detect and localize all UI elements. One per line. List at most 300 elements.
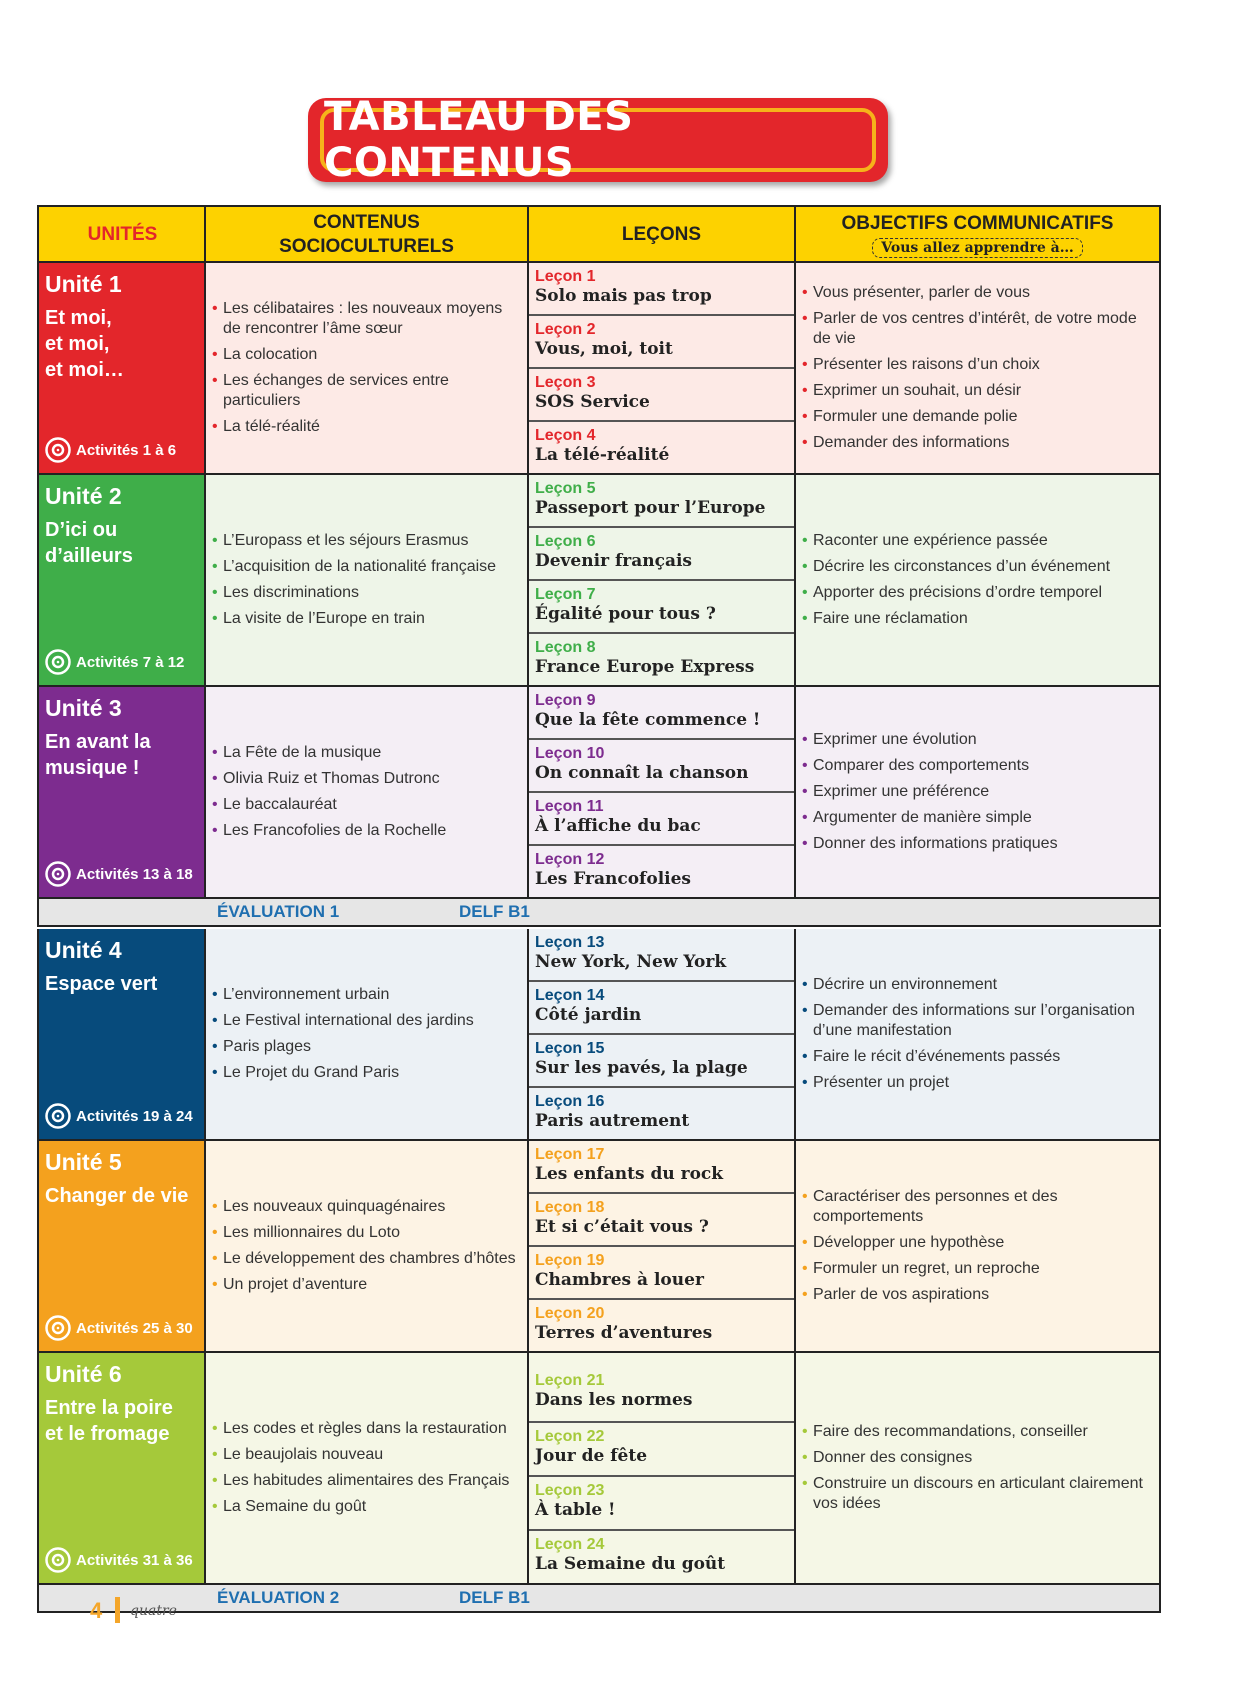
objectives-cell — [796, 475, 1159, 685]
lesson-name: Passeport pour l’Europe — [535, 498, 766, 518]
divider — [527, 929, 529, 1141]
evaluation-row — [37, 1585, 1161, 1613]
header-contents: CONTENUS SOCIOCULTURELS — [279, 212, 454, 257]
objective-text: Faire une réclamation — [813, 610, 968, 627]
bullet-icon: • — [212, 300, 218, 317]
bullet-icon: • — [212, 558, 218, 575]
bullet-icon: • — [802, 284, 808, 301]
lesson-item[interactable] — [529, 1531, 794, 1585]
objective-text: Parler de vos centres d’intérêt, de votre mode de vie — [813, 310, 1137, 347]
unit-activities[interactable] — [45, 649, 184, 675]
content-item — [212, 299, 523, 339]
unit-name: Unité 3 — [45, 695, 122, 721]
bullet-icon: • — [802, 558, 808, 575]
bullet-icon: • — [802, 1188, 808, 1205]
lesson-name: SOS Service — [535, 392, 650, 412]
lesson-number: Leçon 20 — [535, 1305, 605, 1322]
lesson-item[interactable] — [529, 846, 794, 899]
content-text: L’acquisition de la nationalité française — [223, 558, 497, 575]
content-item — [212, 1249, 523, 1269]
lesson-item[interactable] — [529, 634, 794, 687]
lesson-name: Sur les pavés, la plage — [535, 1058, 748, 1078]
content-text: Les habitudes alimentaires des Français — [223, 1472, 510, 1489]
bullet-icon: • — [802, 976, 808, 993]
content-item — [212, 1445, 523, 1465]
lesson-item[interactable] — [529, 1141, 794, 1194]
objective-text: Vous présenter, parler de vous — [813, 284, 1031, 301]
content-text: Le beaujolais nouveau — [223, 1446, 384, 1463]
evaluation-row — [37, 899, 1161, 927]
bullet-icon: • — [212, 1276, 218, 1293]
bullet-icon: • — [802, 1074, 808, 1091]
unit-cell — [39, 687, 206, 897]
objective-text: Construire un discours en articulant clairement vos idées — [813, 1475, 1143, 1512]
bullet-icon: • — [802, 382, 808, 399]
activities-label: Activités 13 à 18 — [76, 865, 193, 883]
objective-text: Apporter des précisions d’ordre temporel — [813, 584, 1103, 601]
activities-label: Activités 25 à 30 — [76, 1319, 193, 1337]
content-text: Le Projet du Grand Paris — [223, 1064, 400, 1081]
objectives-cell — [796, 1141, 1159, 1351]
objectives-cell — [796, 929, 1159, 1139]
content-item — [212, 1011, 523, 1031]
bullet-icon: • — [212, 1250, 218, 1267]
unit-activities[interactable] — [45, 861, 193, 887]
lesson-name: Vous, moi, toit — [535, 339, 673, 359]
bullet-icon: • — [802, 1475, 808, 1492]
unit-row — [37, 1353, 1161, 1585]
divider — [204, 687, 206, 899]
lessons-cell — [529, 1141, 794, 1351]
lesson-name: On connaît la chanson — [535, 763, 749, 783]
lesson-name: À l’affiche du bac — [535, 816, 701, 836]
content-item — [212, 1471, 523, 1491]
cd-icon — [45, 861, 71, 887]
unit-name: Unité 4 — [45, 937, 122, 963]
lessons-cell — [529, 263, 794, 473]
lesson-number: Leçon 13 — [535, 934, 605, 951]
lesson-number: Leçon 5 — [535, 480, 596, 497]
lesson-number: Leçon 1 — [535, 268, 596, 285]
divider — [204, 1141, 206, 1353]
unit-title: Changer de vie — [45, 1185, 189, 1207]
content-item — [212, 743, 523, 763]
divider — [527, 687, 529, 899]
unit-activities[interactable] — [45, 437, 176, 463]
objective-text: Présenter les raisons d’un choix — [813, 356, 1040, 373]
bullet-icon: • — [802, 731, 808, 748]
unit-row — [37, 1141, 1161, 1353]
objective-text: Présenter un projet — [813, 1074, 950, 1091]
lesson-number: Leçon 14 — [535, 987, 605, 1004]
objective-item — [802, 1259, 1155, 1279]
delf-label[interactable]: DELF B1 — [459, 1588, 530, 1607]
bullet-icon: • — [212, 1446, 218, 1463]
unit-cell — [39, 475, 206, 685]
lesson-item[interactable] — [529, 1353, 794, 1423]
objectives-cell — [796, 263, 1159, 473]
lesson-name: Égalité pour tous ? — [535, 604, 716, 624]
bullet-icon: • — [212, 1198, 218, 1215]
content-text: Les codes et règles dans la restauration — [223, 1420, 507, 1437]
divider — [527, 1141, 529, 1353]
bullet-icon: • — [802, 1002, 808, 1019]
lesson-name: À table ! — [535, 1500, 616, 1520]
content-text: La Fête de la musique — [223, 744, 382, 761]
lessons-cell — [529, 1353, 794, 1583]
objective-text: Décrire les circonstances d’un événement — [813, 558, 1111, 575]
bullet-icon: • — [802, 1286, 808, 1303]
objective-item — [802, 1073, 1155, 1093]
objective-text: Donner des informations pratiques — [813, 835, 1058, 852]
lesson-number: Leçon 10 — [535, 745, 605, 762]
divider — [527, 1353, 529, 1585]
objective-item — [802, 557, 1155, 577]
contents-cell — [206, 475, 527, 685]
contents-cell — [206, 687, 527, 897]
unit-activities[interactable] — [45, 1547, 193, 1573]
content-text: La télé-réalité — [223, 418, 320, 435]
bullet-icon: • — [802, 1048, 808, 1065]
unit-cell — [39, 929, 206, 1139]
lesson-number: Leçon 12 — [535, 851, 605, 868]
unit-title: D’ici ou d’ailleurs — [45, 519, 133, 567]
content-text: Les discriminations — [223, 584, 360, 601]
bullet-icon: • — [802, 1260, 808, 1277]
bullet-icon: • — [212, 770, 218, 787]
cd-icon — [45, 1315, 71, 1341]
content-item — [212, 985, 523, 1005]
content-text: La Semaine du goût — [223, 1498, 367, 1515]
bullet-icon: • — [212, 418, 218, 435]
lesson-item[interactable] — [529, 1477, 794, 1531]
lesson-number: Leçon 19 — [535, 1252, 605, 1269]
content-item — [212, 417, 523, 437]
title-banner — [308, 94, 888, 186]
lesson-name: Côté jardin — [535, 1005, 642, 1025]
lesson-name: Devenir français — [535, 551, 692, 571]
cd-icon — [45, 649, 71, 675]
cd-icon — [45, 437, 71, 463]
divider — [794, 687, 796, 899]
objective-item — [802, 808, 1155, 828]
objective-item — [802, 433, 1155, 453]
bullet-icon: • — [802, 1234, 808, 1251]
bullet-icon: • — [212, 1224, 218, 1241]
objective-text: Raconter une expérience passée — [813, 532, 1048, 549]
lesson-name: Chambres à louer — [535, 1270, 704, 1290]
content-text: L’environnement urbain — [223, 986, 390, 1003]
objective-text: Formuler une demande polie — [813, 408, 1018, 425]
objective-item — [802, 730, 1155, 750]
lesson-number: Leçon 15 — [535, 1040, 605, 1057]
bullet-icon: • — [802, 757, 808, 774]
lesson-number: Leçon 6 — [535, 533, 596, 550]
bullet-icon: • — [802, 532, 808, 549]
content-text: Le Festival international des jardins — [223, 1012, 474, 1029]
content-text: Les nouveaux quinquagénaires — [223, 1198, 446, 1215]
objective-text: Caractériser des personnes et des comportements — [813, 1188, 1058, 1225]
divider — [527, 475, 529, 687]
lessons-cell — [529, 475, 794, 685]
objective-text: Faire le récit d’événements passés — [813, 1048, 1061, 1065]
content-text: Les célibataires : les nouveaux moyens de rencontrer l’âme sœur — [223, 300, 503, 337]
lesson-item[interactable] — [529, 982, 794, 1035]
objective-text: Faire des recommandations, conseiller — [813, 1423, 1088, 1440]
bullet-icon: • — [212, 1012, 218, 1029]
bullet-icon: • — [212, 584, 218, 601]
unit-row — [37, 929, 1161, 1141]
objective-item — [802, 407, 1155, 427]
lesson-number: Leçon 21 — [535, 1372, 605, 1389]
bullet-icon: • — [212, 610, 218, 627]
objective-item — [802, 531, 1155, 551]
bullet-icon: • — [802, 310, 808, 327]
objective-text: Exprimer une préférence — [813, 783, 990, 800]
divider — [794, 207, 796, 263]
objective-text: Demander des informations — [813, 434, 1010, 451]
bullet-icon: • — [212, 346, 218, 363]
header-objectives-title: OBJECTIFS COMMUNICATIFS — [841, 213, 1114, 234]
objective-item — [802, 381, 1155, 401]
content-item — [212, 1419, 523, 1439]
lesson-number: Leçon 22 — [535, 1428, 605, 1445]
content-text: Un projet d’aventure — [223, 1276, 368, 1293]
content-text: Les échanges de services entre particuliers — [223, 372, 449, 409]
lesson-item[interactable] — [529, 581, 794, 634]
content-text: La colocation — [223, 346, 318, 363]
bullet-icon: • — [802, 584, 808, 601]
objective-item — [802, 756, 1155, 776]
lessons-cell — [529, 687, 794, 897]
bullet-icon: • — [212, 822, 218, 839]
lesson-item[interactable] — [529, 422, 794, 475]
objective-item — [802, 1187, 1155, 1227]
activities-label: Activités 1 à 6 — [76, 441, 177, 459]
bullet-icon: • — [212, 986, 218, 1003]
objective-item — [802, 355, 1155, 375]
evaluation-label[interactable]: ÉVALUATION 1 — [217, 902, 340, 921]
content-item — [212, 345, 523, 365]
lesson-item[interactable] — [529, 1247, 794, 1300]
content-text: Le développement des chambres d’hôtes — [223, 1250, 516, 1267]
bullet-icon: • — [212, 1420, 218, 1437]
lesson-item[interactable] — [529, 740, 794, 793]
content-item — [212, 1275, 523, 1295]
content-item — [212, 1063, 523, 1083]
bullet-icon: • — [802, 1449, 808, 1466]
objectives-cell — [796, 687, 1159, 897]
objective-text: Parler de vos aspirations — [813, 1286, 990, 1303]
lesson-number: Leçon 7 — [535, 586, 596, 603]
unit-row — [37, 475, 1161, 687]
lesson-number: Leçon 2 — [535, 321, 596, 338]
contents-cell — [206, 263, 527, 473]
lesson-name: Dans les normes — [535, 1390, 693, 1410]
divider — [794, 263, 796, 475]
content-item — [212, 1223, 523, 1243]
header-lessons: LEÇONS — [621, 224, 702, 245]
lesson-number: Leçon 24 — [535, 1536, 605, 1553]
content-text: L’Europass et les séjours Erasmus — [223, 532, 469, 549]
unit-name: Unité 2 — [45, 483, 122, 509]
lesson-number: Leçon 23 — [535, 1482, 605, 1499]
objective-item — [802, 1285, 1155, 1305]
lesson-item[interactable] — [529, 793, 794, 846]
divider — [527, 263, 529, 475]
content-text: Les Francofolies de la Rochelle — [223, 822, 447, 839]
objective-item — [802, 1474, 1155, 1514]
activities-label: Activités 31 à 36 — [76, 1551, 193, 1569]
objective-text: Décrire un environnement — [813, 976, 998, 993]
unit-row — [37, 687, 1161, 899]
contents-cell — [206, 1353, 527, 1583]
divider — [204, 207, 206, 263]
bullet-icon: • — [802, 356, 808, 373]
objective-item — [802, 1233, 1155, 1253]
bullet-icon: • — [212, 372, 218, 389]
unit-title: En avant la musique ! — [45, 731, 151, 779]
bullet-icon: • — [802, 1423, 808, 1440]
content-item — [212, 609, 523, 629]
unit-title: Espace vert — [45, 973, 158, 995]
bullet-icon: • — [802, 835, 808, 852]
bullet-icon: • — [212, 1038, 218, 1055]
page-number: 4 — [90, 1598, 103, 1623]
lesson-item[interactable] — [529, 1194, 794, 1247]
lesson-item[interactable] — [529, 263, 794, 316]
bullet-icon: • — [212, 796, 218, 813]
objective-item — [802, 975, 1155, 995]
objective-item — [802, 1047, 1155, 1067]
objective-text: Demander des informations sur l’organisation d’une manifestation — [813, 1002, 1135, 1039]
lesson-item[interactable] — [529, 369, 794, 422]
divider — [204, 263, 206, 475]
lesson-name: Jour de fête — [535, 1446, 648, 1466]
content-text: Olivia Ruiz et Thomas Dutronc — [223, 770, 440, 787]
cd-icon — [45, 1547, 71, 1573]
lesson-name: Les Francofolies — [535, 869, 692, 889]
lesson-name: New York, New York — [535, 952, 727, 972]
content-item — [212, 557, 523, 577]
lesson-number: Leçon 18 — [535, 1199, 605, 1216]
lesson-name: Que la fête commence ! — [535, 710, 761, 730]
bullet-icon: • — [212, 1064, 218, 1081]
lesson-item[interactable] — [529, 929, 794, 982]
objective-text: Formuler un regret, un reproche — [813, 1260, 1040, 1277]
lesson-item[interactable] — [529, 687, 794, 740]
objective-item — [802, 609, 1155, 629]
objective-text: Exprimer une évolution — [813, 731, 977, 748]
divider — [794, 929, 796, 1141]
lesson-item[interactable] — [529, 1423, 794, 1477]
objective-text: Développer une hypothèse — [813, 1234, 1005, 1251]
unit-name: Unité 5 — [45, 1149, 122, 1175]
lesson-item[interactable] — [529, 475, 794, 528]
lesson-number: Leçon 16 — [535, 1093, 605, 1110]
content-item — [212, 769, 523, 789]
divider — [204, 1353, 206, 1585]
lesson-item[interactable] — [529, 528, 794, 581]
divider — [794, 475, 796, 687]
lesson-number: Leçon 3 — [535, 374, 596, 391]
unit-activities[interactable] — [45, 1315, 193, 1341]
lesson-name: Paris autrement — [535, 1111, 690, 1131]
objective-item — [802, 1422, 1155, 1442]
content-item — [212, 531, 523, 551]
page-title: TABLEAU DES CONTENUS — [320, 108, 876, 172]
lesson-name: Solo mais pas trop — [535, 286, 712, 306]
lesson-name: Et si c’était vous ? — [535, 1217, 709, 1237]
objective-text: Comparer des comportements — [813, 757, 1030, 774]
content-item — [212, 371, 523, 411]
lesson-name: Terres d’aventures — [535, 1323, 713, 1343]
content-item — [212, 583, 523, 603]
objective-item — [802, 309, 1155, 349]
objective-item — [802, 1001, 1155, 1041]
contents-cell — [206, 1141, 527, 1351]
contents-cell — [206, 929, 527, 1139]
lesson-name: La télé-réalité — [535, 445, 670, 465]
lesson-item[interactable] — [529, 316, 794, 369]
unit-title: Et moi, et moi, et moi… — [45, 307, 124, 381]
activities-label: Activités 7 à 12 — [76, 653, 185, 671]
bullet-icon: • — [212, 744, 218, 761]
bullet-icon: • — [212, 1472, 218, 1489]
bullet-icon: • — [802, 783, 808, 800]
content-text: La visite de l’Europe en train — [223, 610, 425, 627]
objectives-cell — [796, 1353, 1159, 1583]
unit-name: Unité 6 — [45, 1361, 122, 1387]
divider — [794, 1353, 796, 1585]
divider — [204, 475, 206, 687]
bullet-icon: • — [802, 434, 808, 451]
lesson-item[interactable] — [529, 1088, 794, 1141]
header-objectives — [796, 207, 1159, 263]
unit-cell — [39, 1353, 206, 1583]
bullet-icon: • — [802, 408, 808, 425]
activities-label: Activités 19 à 24 — [76, 1107, 193, 1125]
lessons-cell — [529, 929, 794, 1139]
lesson-number: Leçon 4 — [535, 427, 596, 444]
content-text: Le baccalauréat — [223, 796, 337, 813]
content-item — [212, 795, 523, 815]
bullet-icon: • — [212, 1498, 218, 1515]
evaluation-label[interactable]: ÉVALUATION 2 — [217, 1588, 340, 1607]
content-item — [212, 1497, 523, 1517]
objective-item — [802, 583, 1155, 603]
unit-activities[interactable] — [45, 1103, 193, 1129]
lesson-number: Leçon 9 — [535, 692, 596, 709]
delf-label[interactable]: DELF B1 — [459, 902, 530, 921]
bullet-icon: • — [802, 809, 808, 826]
unit-name: Unité 1 — [45, 271, 122, 297]
lesson-item[interactable] — [529, 1035, 794, 1088]
objective-text: Donner des consignes — [813, 1449, 973, 1466]
content-text: Les millionnaires du Loto — [223, 1224, 400, 1241]
objective-item — [802, 283, 1155, 303]
lesson-number: Leçon 17 — [535, 1146, 605, 1163]
lesson-number: Leçon 8 — [535, 639, 596, 656]
objective-item — [802, 782, 1155, 802]
content-item — [212, 1037, 523, 1057]
lesson-name: France Europe Express — [535, 657, 755, 677]
footer-bar — [115, 1597, 120, 1623]
cd-icon — [45, 1103, 71, 1129]
content-text: Paris plages — [223, 1038, 312, 1055]
content-item — [212, 821, 523, 841]
lesson-item[interactable] — [529, 1300, 794, 1353]
